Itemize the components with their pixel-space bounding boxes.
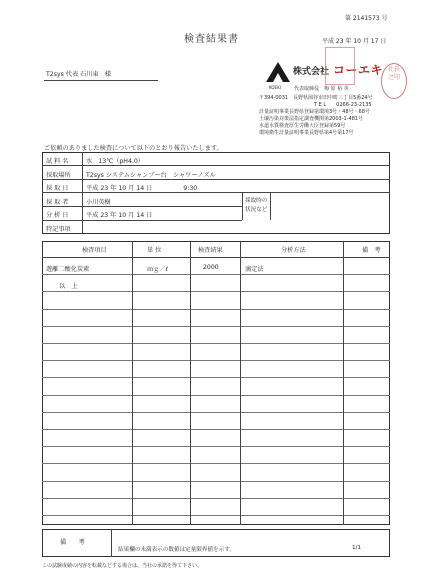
seal-stamp-round: 社長之印 [381, 63, 407, 99]
col-header-unit: 単 位 [147, 247, 162, 254]
issue-date: 平成 23 年 10 月 17 日 [322, 38, 387, 45]
result-unit: ｍｇ／ℓ [147, 266, 169, 273]
results-row-line [42, 377, 390, 378]
results-row-line [42, 481, 390, 482]
result-item: 遊離二酸化炭素 [46, 266, 90, 273]
results-row-line [42, 360, 390, 361]
info-row-line [42, 220, 242, 221]
col-header-note: 備 考 [362, 247, 381, 254]
info-label: 採 取 日 [46, 185, 69, 192]
info-row-line [42, 192, 390, 193]
info-side-divider [242, 192, 243, 220]
col-header-method: 分析方法 [281, 247, 306, 254]
company-logo-icon [264, 60, 292, 84]
results-row-line [42, 412, 390, 413]
results-table [42, 241, 390, 525]
results-col-line [343, 241, 344, 525]
info-label: 採 取 者 [46, 199, 69, 206]
intro-text: ご依頼のありました検査について以下のとおり報告いたします。 [44, 145, 223, 152]
seal-stamp-square [325, 47, 355, 85]
results-row-line [42, 326, 390, 327]
company-address-1: 〒394-0031 長野県岡谷市田中町三丁目5番24号 [259, 95, 373, 101]
document-number: 第 2141573 号 [345, 15, 388, 22]
results-row-line [42, 343, 390, 344]
remarks-divider [111, 529, 112, 557]
company-brand: コーエキ [333, 63, 384, 77]
info-label: 採取場所 [46, 172, 71, 179]
info-side-divider [270, 192, 271, 220]
page-indicator: 1/1 [352, 545, 362, 551]
results-row-line [42, 395, 390, 396]
recipient-underline [44, 80, 158, 81]
results-row-line [42, 446, 390, 447]
company-address-5: 水道水質検査厚生労働大臣登録第59号 [259, 123, 346, 129]
info-value: 平成 23 年 10 月 14 日 [86, 212, 153, 219]
info-row-line [42, 206, 242, 207]
result-method: 滴定法 [245, 266, 264, 273]
company-logo-text: 株式会社 [293, 67, 330, 77]
company-address-4: 土壌汚染対策法指定調査機関第2003-1-481号 [259, 116, 364, 122]
info-label: 特記事項 [46, 226, 71, 233]
results-row-line [42, 515, 390, 516]
info-side-label: 採取時の状況など [245, 198, 268, 213]
info-value: 水 13℃（pH4.0） [86, 158, 144, 165]
col-header-result: 検査結果 [198, 247, 223, 254]
company-logo-sub: KOEKI [269, 85, 281, 90]
info-value: 平成 23 年 10 月 14 日 9:30 [86, 185, 198, 192]
info-value: T2sys システムシャンプー台 シャワーノズル [86, 172, 216, 179]
results-col-line [190, 241, 191, 525]
company-address-3: 計量証明事業長野県登録第環境3号・48号・68号 [259, 109, 370, 115]
result-value: 2000 [203, 264, 219, 271]
info-label: 試 料 名 [46, 158, 69, 165]
results-col-line [240, 241, 241, 525]
info-row-line [42, 179, 390, 180]
results-col-line [132, 241, 133, 525]
results-row-line [42, 309, 390, 310]
company-tel: T E L 0266-23-2135 [314, 102, 372, 108]
info-label: 分 析 日 [46, 212, 69, 219]
info-value: 小川英樹 [86, 199, 111, 206]
recipient: T2sys 代表 石川東 様 [46, 71, 112, 78]
results-row-line [42, 291, 390, 292]
info-row-line [42, 165, 390, 166]
page-title: 検査結果書 [184, 34, 239, 45]
col-header-item: 検査項目 [82, 247, 107, 254]
footer-note: この試験成績の内容を転載などする場合は、当社の承諾を得て下さい。 [42, 563, 203, 569]
results-row-line [42, 498, 390, 499]
remarks-label: 備 考 [60, 539, 85, 546]
company-representative: 代表取締役 梅 原 裕 英 [294, 86, 349, 92]
results-row-line [42, 429, 390, 430]
results-row-line [42, 274, 390, 275]
remarks-text: 結果欄の未満表示の数値は定量限界値を示す。 [118, 547, 236, 553]
results-row-line [42, 463, 390, 464]
result-end-marker: 以 上 [59, 283, 78, 290]
company-address-6: 環境衛生計量証明事業長野県第4号第17号 [259, 130, 354, 136]
results-header-line [42, 257, 390, 258]
